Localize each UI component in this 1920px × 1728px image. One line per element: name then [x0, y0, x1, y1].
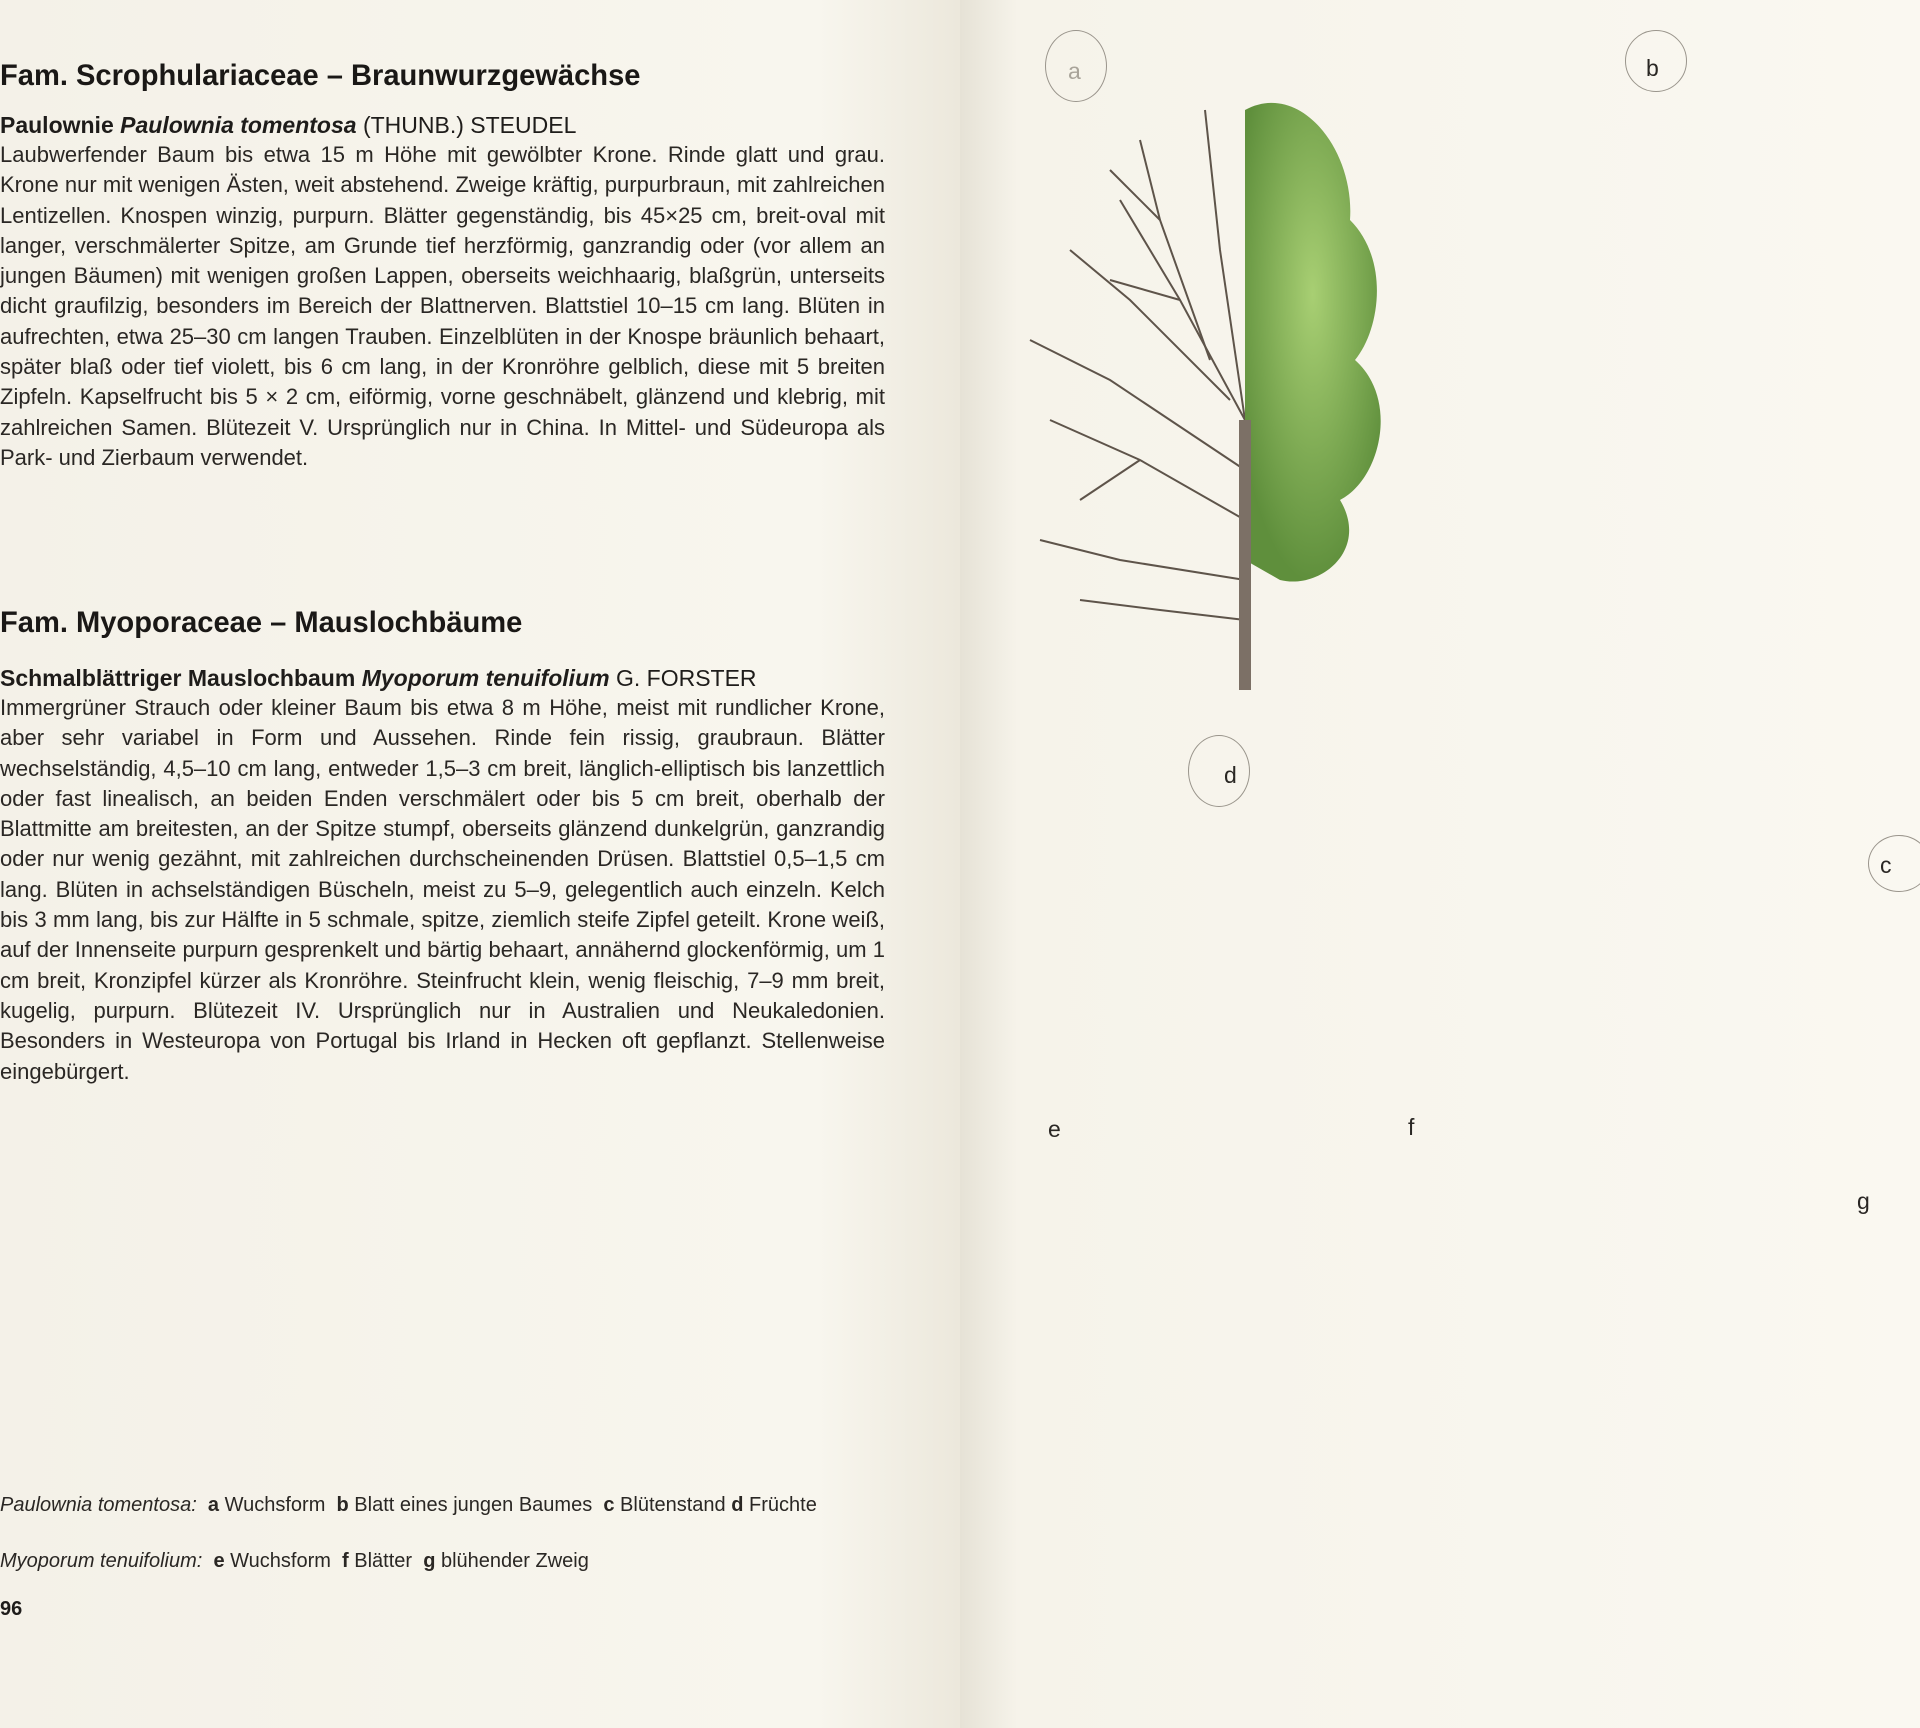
family-heading-scrophulariaceae: Fam. Scrophulariaceae – Braunwurzgewächse: [0, 59, 641, 92]
caption-text: blühender Zweig: [440, 1550, 589, 1572]
species-latin-name: Paulownia tomentosa: [120, 112, 357, 138]
label-bubble-d: [1188, 735, 1250, 807]
species-author: G. FORSTER: [615, 665, 757, 691]
caption-latin-name: Myoporum tenuifolium:: [0, 1550, 203, 1572]
figure-label-e: e: [1048, 1116, 1061, 1142]
figure-caption-paulownia: [0, 1492, 885, 1519]
species-line-paulownia: [0, 110, 885, 140]
page-number: 96: [0, 1598, 23, 1620]
section-scrophulariaceae: [0, 58, 885, 473]
caption-text: Wuchsform: [224, 1494, 326, 1516]
caption-text: Früchte: [749, 1494, 817, 1516]
caption-key: d: [731, 1494, 744, 1516]
caption-text: Blätter: [354, 1550, 413, 1572]
caption-key: c: [603, 1494, 615, 1516]
caption-latin-name: Paulownia tomentosa:: [0, 1494, 197, 1516]
figure-label-a: a: [1068, 58, 1081, 84]
caption-key: a: [207, 1494, 220, 1516]
species-author: (THUNB.) STEUDEL: [362, 112, 577, 138]
leafy-crown-half: [1245, 103, 1381, 582]
illustration-a-growth-form: [1030, 103, 1381, 690]
section-myoporaceae: [0, 605, 885, 1087]
figure-label-f: f: [1408, 1114, 1415, 1140]
family-heading-myoporaceae: Fam. Myoporaceae – Mauslochbäume: [0, 606, 523, 639]
caption-text: Blatt eines jungen Baumes: [354, 1494, 593, 1516]
species-line-myoporum: [0, 663, 885, 693]
caption-text: Wuchsform: [230, 1550, 331, 1572]
figure-label-b: b: [1646, 55, 1659, 81]
caption-key: b: [336, 1494, 349, 1516]
trunk: [1239, 420, 1251, 690]
species-latin-name: Myoporum tenuifolium: [361, 665, 610, 691]
caption-key: g: [423, 1550, 436, 1572]
caption-text: Blütenstand: [620, 1494, 726, 1516]
figure-caption-myoporum: [0, 1548, 885, 1575]
figure-label-d: d: [1224, 762, 1237, 788]
species-description-myoporum: Immergrüner Strauch oder kleiner Baum bis etwa 8 m Höhe, meist mit rundlicher Krone, aber sehr variabel in Form und Aussehen. Rinde fein rissig, graubraun. Blätter wechselständig, 4,5–10 cm lang, entweder 1,5–3 cm breit, länglich-elliptisch bis lanzettlich oder fast linealisch, an beiden Enden verschmälert oder bis 5 cm breit, oberhalb der Blattmitte am breitesten, an der Spitze stumpf, oberseits glänzend dunkelgrün, ganzrandig oder nur wenig gezähnt, mit zahlreichen durchscheinenden Drüsen. Blattstiel 0,5–1,5 cm lang. Blüten in achselständigen Büscheln, meist zu 5–9, gelegentlich auch einzeln. Kelch bis 3 mm lang, bis zur Hälfte in 5 schmale, spitze, ziemlich steife Zipfel geteilt. Krone weiß, auf der Innenseite purpurn gesprenkelt und bärtig behaart, annähernd glockenförmig, um 1 cm breit, Kronzipfel kürzer als Kronröhre. Steinfrucht klein, wenig fleischig, 7–9 mm breit, kugelig, purpurn. Blütezeit IV. Ursprünglich nur in Australien und Neukaledonien. Besonders in Westeuropa von Portugal bis Irland in Hecken oft gepflanzt. Stellenweise eingebürgert.: [0, 695, 885, 1084]
species-common-name: Schmalblättriger Mauslochbaum: [0, 665, 356, 691]
species-description-paulownia: Laubwerfender Baum bis etwa 15 m Höhe mit gewölbter Krone. Rinde glatt und grau. Krone nur mit wenigen Ästen, weit abstehend. Zweige kräftig, purpurbraun, mit zahlreichen Lentizellen. Knospen winzig, purpurn. Blätter gegenständig, bis 45×25 cm, breit-oval mit langer, verschmälerter Spitze, am Grunde tief herzförmig, ganzrandig oder (vor allem an jungen Bäumen) mit wenigen großen Lappen, oberseits weichhaarig, blaßgrün, unterseits dicht graufilzig, besonders im Bereich der Blattnerven. Blattstiel 10–15 cm lang. Blüten in aufrechten, etwa 25–30 cm langen Trauben. Einzelblüten in der Knospe bräunlich behaart, später blaß oder tief violett, bis 6 cm lang, in der Kronröhre gelblich, diese mit 5 breiten Zipfeln. Kapselfrucht bis 5 × 2 cm, eiförmig, vorne geschnäbelt, glänzend und klebrig, mit zahlreichen Samen. Blütezeit V. Ursprünglich nur in China. In Mittel- und Südeuropa als Park- und Zierbaum verwendet.: [0, 142, 885, 470]
figure-label-c: c: [1880, 852, 1892, 878]
botanical-illustrations: [960, 0, 1920, 1728]
figure-label-g: g: [1857, 1188, 1870, 1214]
species-common-name: Paulownie: [0, 112, 114, 138]
caption-key: f: [342, 1550, 349, 1572]
caption-key: e: [213, 1550, 225, 1572]
bare-branches: [1030, 110, 1245, 690]
